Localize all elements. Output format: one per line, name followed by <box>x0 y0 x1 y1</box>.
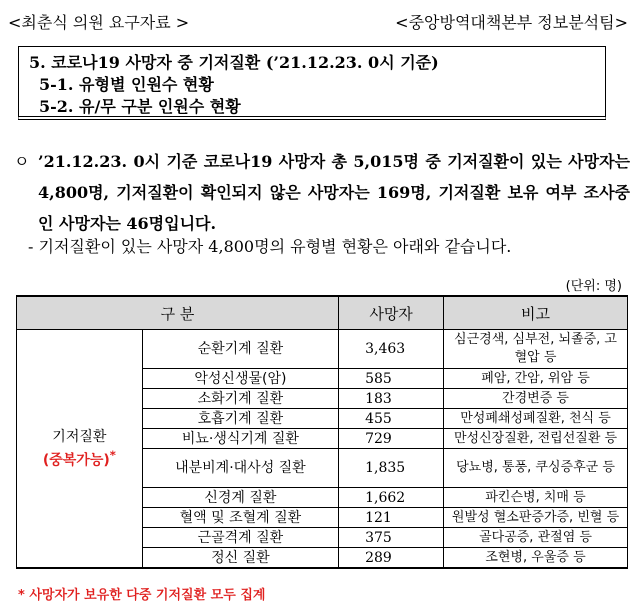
unit-label: (단위: 명) <box>565 279 622 294</box>
sub-note: - 기저질환이 있는 사망자 4,800명의 유형별 현황은 아래와 같습니다. <box>28 237 512 256</box>
disease-name: 혈액 및 조혈계 질환 <box>142 508 338 528</box>
note-cell: 골다공증, 관절염 등 <box>444 528 628 548</box>
death-count: 289 <box>339 548 444 569</box>
death-count: 729 <box>339 429 444 449</box>
note-cell: 심근경색, 심부전, 뇌졸중, 고혈압 등 <box>444 330 628 369</box>
disease-name: 근골격계 질환 <box>142 528 338 548</box>
note-cell: 조현병, 우울증 등 <box>444 548 628 569</box>
disease-table <box>16 295 628 569</box>
death-count: 375 <box>339 528 444 548</box>
category-label: 기저질환 <box>52 428 107 445</box>
bullet-marker: ㅇ <box>14 152 30 171</box>
note-cell: 당뇨병, 통풍, 쿠싱증후군 등 <box>444 449 628 488</box>
category-note <box>21 446 138 470</box>
footnote: * 사망자가 보유한 다중 기저질환 모두 집계 <box>18 588 266 603</box>
death-count: 1,662 <box>339 488 444 508</box>
disease-name: 신경계 질환 <box>142 488 338 508</box>
disease-name: 순환기계 질환 <box>142 330 338 369</box>
disease-name: 소화기계 질환 <box>142 389 338 409</box>
death-count: 3,463 <box>339 330 444 369</box>
note-cell: 만성폐쇄성폐질환, 천식 등 <box>444 409 628 429</box>
note-cell: 원발성 혈소판증가증, 빈혈 등 <box>444 508 628 528</box>
note-cell: 만성신장질환, 전립선질환 등 <box>444 429 628 449</box>
title-line-2: 5-1. 유형별 인원수 현황 <box>39 75 214 94</box>
death-count: 121 <box>339 508 444 528</box>
summary-text: ’21.12.23. 0시 기준 코로나19 사망자 총 5,015명 중 기저질환이 있는 사망자는 4,800명, 기저질환이 확인되지 않은 사망자는 169명, 기저질환 보유 여부 조사중인 사망자는 46명입니다. <box>38 152 630 233</box>
death-count: 455 <box>339 409 444 429</box>
disease-name: 비뇨·생식기계 질환 <box>142 429 338 449</box>
death-count: 585 <box>339 369 444 389</box>
category-cell <box>17 330 143 569</box>
title-line-1: 5. 코로나19 사망자 중 기저질환 (’21.12.23. 0시 기준) <box>29 53 439 72</box>
disease-name: 호흡기계 질환 <box>142 409 338 429</box>
disease-name: 악성신생물(암) <box>142 369 338 389</box>
disease-name: 정신 질환 <box>142 548 338 569</box>
table-row <box>17 330 628 369</box>
note-cell: 파킨슨병, 치매 등 <box>444 488 628 508</box>
death-count: 1,835 <box>339 449 444 488</box>
header-category: 구 분 <box>17 296 339 330</box>
header-left-label: <최춘식 의원 요구자료 > <box>8 13 190 32</box>
note-cell: 폐암, 간암, 위암 등 <box>444 369 628 389</box>
note-cell: 간경변증 등 <box>444 389 628 409</box>
death-count: 183 <box>339 389 444 409</box>
category-note-mark: * <box>109 447 116 462</box>
title-box <box>18 46 606 120</box>
header-deaths: 사망자 <box>339 296 444 330</box>
category-note-text: (중복가능) <box>42 452 110 469</box>
header-right-label: <중앙방역대책본부 정보분석팀> <box>395 13 628 32</box>
title-line-3: 5-2. 유/무 구분 인원수 현황 <box>39 97 241 116</box>
summary-paragraph <box>14 146 630 239</box>
table-header-row <box>17 296 628 330</box>
disease-name: 내분비계·대사성 질환 <box>142 449 338 488</box>
header-notes: 비고 <box>444 296 628 330</box>
